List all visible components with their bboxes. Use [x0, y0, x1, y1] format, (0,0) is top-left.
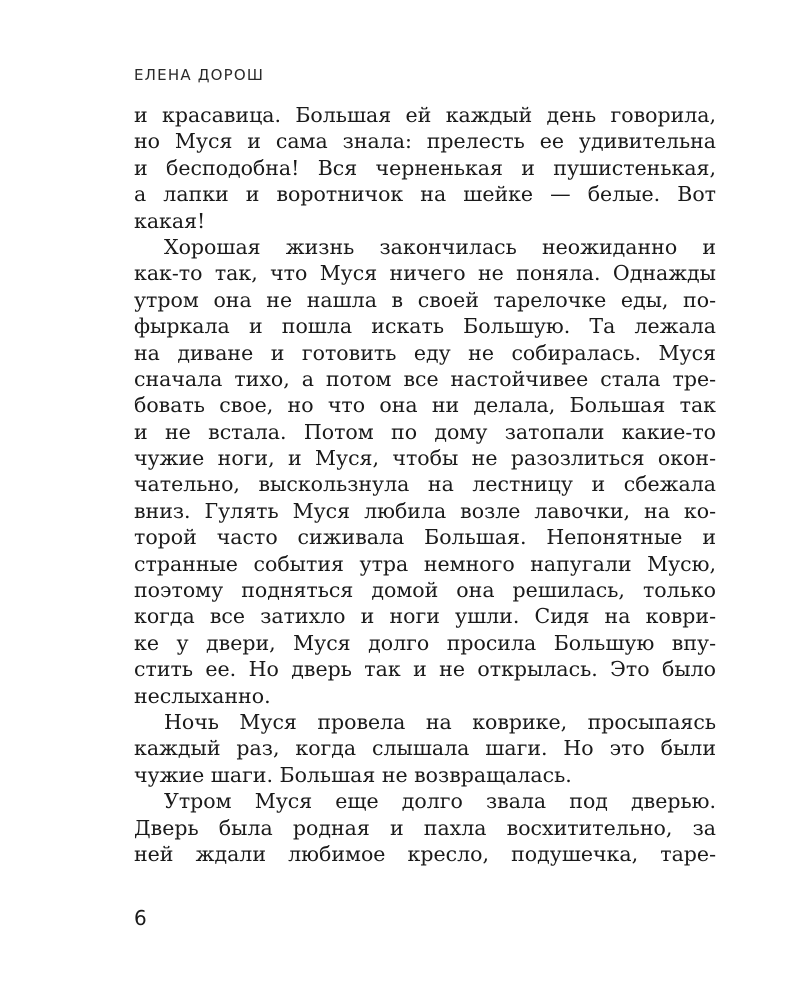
- page-number: 6: [134, 906, 147, 930]
- text-line: и бесподобна! Вся черненькая и пушистенькая,: [134, 155, 716, 180]
- text-line: как-то так, что Муся ничего не поняла. Однажды: [134, 261, 716, 286]
- text-line: чужие ноги, и Муся, чтобы не разозлиться окон-: [134, 446, 716, 471]
- text-line: каждый раз, когда слышала шаги. Но это были: [134, 736, 716, 761]
- text-line: торой часто сиживала Большая. Непонятные и: [134, 525, 716, 550]
- text-line: Дверь была родная и пахла восхитительно, за: [134, 815, 716, 840]
- text-line: Хорошая жизнь закончилась неожиданно и: [164, 234, 716, 259]
- text-line: неслыханно.: [134, 683, 271, 708]
- text-line: и красавица. Большая ей каждый день говорила,: [134, 103, 716, 127]
- text-line: чужие шаги. Большая не возвращалась.: [134, 762, 572, 787]
- text-line: ней ждали любимое кресло, подушечка, таре-: [134, 841, 716, 866]
- text-line: утром она не нашла в своей тарелочке еды, по-: [134, 287, 716, 312]
- text-line: чательно, выскользнула на лестницу и сбежала: [134, 472, 716, 497]
- text-line: Утром Муся еще долго звала под дверью.: [164, 789, 716, 814]
- text-line: какая!: [134, 208, 206, 233]
- running-head-author: ЕЛЕНА ДОРОШ: [134, 66, 265, 84]
- text-line: бовать свое, но что она ни делала, Большая так: [134, 393, 716, 418]
- text-line: а лапки и воротничок на шейке — белые. Вот: [134, 182, 716, 207]
- text-line: но Муся и сама знала: прелесть ее удивительна: [134, 129, 716, 154]
- body-text: [134, 102, 716, 867]
- text-line: сначала тихо, а потом все настойчивее стала тре-: [134, 366, 716, 391]
- text-line: поэтому подняться домой она решилась, только: [134, 578, 716, 603]
- text-line: фыркала и пошла искать Большую. Та лежала: [134, 314, 716, 339]
- text-line: на диване и готовить еду не собиралась. Муся: [134, 340, 716, 365]
- text-line: Ночь Муся провела на коврике, просыпаясь: [164, 709, 716, 734]
- text-line: стить ее. Но дверь так и не открылась. Это было: [134, 657, 716, 682]
- text-line: вниз. Гулять Муся любила возле лавочки, на ко-: [134, 498, 716, 523]
- text-line: и не встала. Потом по дому затопали какие-то: [134, 419, 716, 444]
- text-line: когда все затихло и ноги ушли. Сидя на коври-: [134, 604, 716, 629]
- text-line: странные события утра немного напугали Мусю,: [134, 551, 716, 576]
- text-line: ке у двери, Муся долго просила Большую впу-: [134, 630, 716, 655]
